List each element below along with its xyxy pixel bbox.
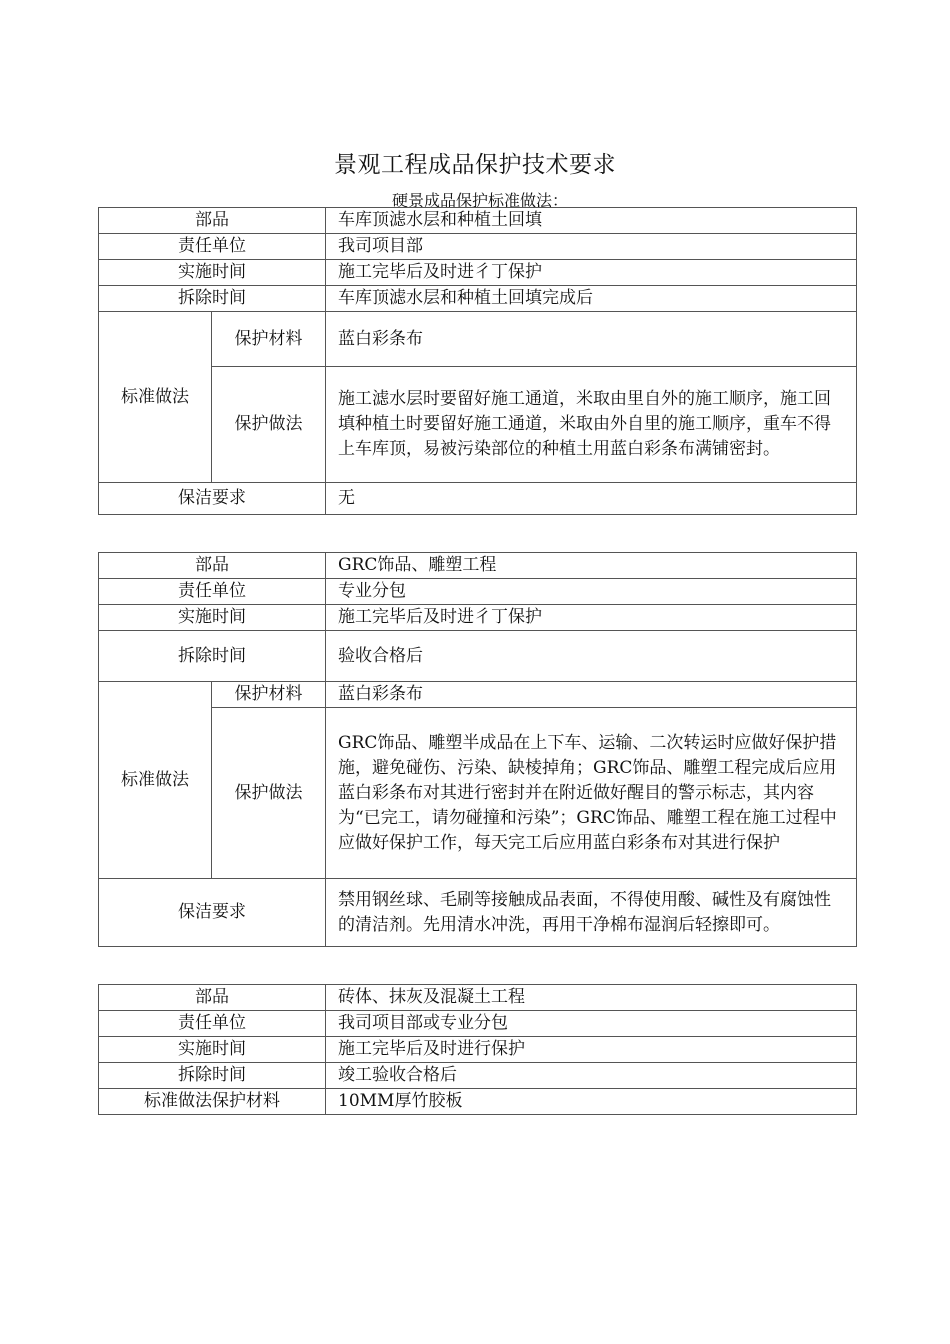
protection-table-masonry: [98, 984, 857, 1115]
table-row: [99, 1089, 857, 1115]
table-row: [99, 286, 857, 312]
impl-time-label: 实施时间: [99, 260, 326, 286]
table-row: [99, 879, 857, 947]
cleaning-value: 禁用钢丝球、毛刷等接触成品表面，不得使用酸、碱性及有腐蚀性的清洁剂。先用清水冲洗，再用干净棉布湿润后轻擦即可。: [338, 889, 831, 935]
method-value: GRC饰品、雕塑半成品在上下车、运输、二次转运时应做好保护措施，避免碰伤、污染、缺棱掉角；GRC饰品、雕塑工程完成后应用蓝白彩条布对其进行密封并在附近做好醒目的警示标志，其内容为“已完工，请勿碰撞和污染”；GRC饰品、雕塑工程在施工过程中应做好保护工作，每天完工后应用蓝白彩条布对其进行保护: [326, 708, 857, 879]
material-value: 10MM厚竹胶板: [326, 1089, 857, 1115]
impl-time-label: 实施时间: [99, 605, 326, 631]
material-label: 标准做法保护材料: [99, 1089, 326, 1115]
table-row: [99, 208, 857, 234]
removal-time-value: 验收合格后: [326, 631, 857, 682]
material-label: 保护材料: [212, 682, 326, 708]
table-row: [99, 682, 857, 708]
cleaning-label: 保洁要求: [99, 483, 326, 515]
material-value: 蓝白彩条布: [326, 312, 857, 367]
standard-method-label: 标准做法: [99, 312, 212, 483]
impl-time-value: 施工完毕后及时进行保护: [326, 1037, 857, 1063]
table-row: [99, 985, 857, 1011]
removal-time-value: 车库顶滤水层和种植土回填完成后: [326, 286, 857, 312]
table-row: [99, 579, 857, 605]
part-label: 部品: [99, 553, 326, 579]
table-row: [99, 234, 857, 260]
unit-value: 我司项目部: [326, 234, 857, 260]
cleaning-cell: [326, 879, 857, 947]
part-label: 部品: [99, 208, 326, 234]
removal-time-label: 拆除时间: [99, 286, 326, 312]
standard-method-label: 标准做法: [99, 682, 212, 879]
removal-time-value: 竣工验收合格后: [326, 1063, 857, 1089]
document-title: 景观工程成品保护技术要求: [334, 152, 616, 178]
cleaning-label: 保洁要求: [99, 879, 326, 947]
method-value: 施工滤水层时要留好施工通道，米取由里自外的施工顺序，施工回填种植土时要留好施工通道，米取由外自里的施工顺序，重车不得上车库顶，易被污染部位的种植土用蓝白彩条布满铺密封。: [326, 367, 857, 483]
document-subtitle: 硬景成品保护标准做法：: [391, 191, 568, 210]
material-value: 蓝白彩条布: [326, 682, 857, 708]
table-row: [99, 631, 857, 682]
impl-time-value: 施工完毕后及时进彳丁保护: [326, 260, 857, 286]
part-label: 部品: [99, 985, 326, 1011]
unit-value: 我司项目部或专业分包: [326, 1011, 857, 1037]
table-row: [99, 367, 857, 483]
table-row: [99, 708, 857, 879]
impl-time-label: 实施时间: [99, 1037, 326, 1063]
removal-time-label: 拆除时间: [99, 1063, 326, 1089]
method-label: 保护做法: [212, 708, 326, 879]
table-row: [99, 553, 857, 579]
table-row: [99, 260, 857, 286]
part-value: GRC饰品、雕塑工程: [326, 553, 857, 579]
unit-value: 专业分包: [326, 579, 857, 605]
impl-time-value: 施工完毕后及时进彳丁保护: [326, 605, 857, 631]
unit-label: 责任单位: [99, 234, 326, 260]
cleaning-value: 无: [326, 483, 857, 515]
table-row: [99, 312, 857, 367]
protection-table-garage-roof: [98, 207, 857, 515]
unit-label: 责任单位: [99, 1011, 326, 1037]
method-label: 保护做法: [212, 367, 326, 483]
part-value: 车库顶滤水层和种植土回填: [326, 208, 857, 234]
unit-label: 责任单位: [99, 579, 326, 605]
part-value: 砖体、抹灰及混凝土工程: [326, 985, 857, 1011]
table-row: [99, 605, 857, 631]
table-row: [99, 483, 857, 515]
table-row: [99, 1037, 857, 1063]
removal-time-label: 拆除时间: [99, 631, 326, 682]
table-row: [99, 1011, 857, 1037]
protection-table-grc-sculpture: [98, 552, 857, 947]
material-label: 保护材料: [212, 312, 326, 367]
table-row: [99, 1063, 857, 1089]
